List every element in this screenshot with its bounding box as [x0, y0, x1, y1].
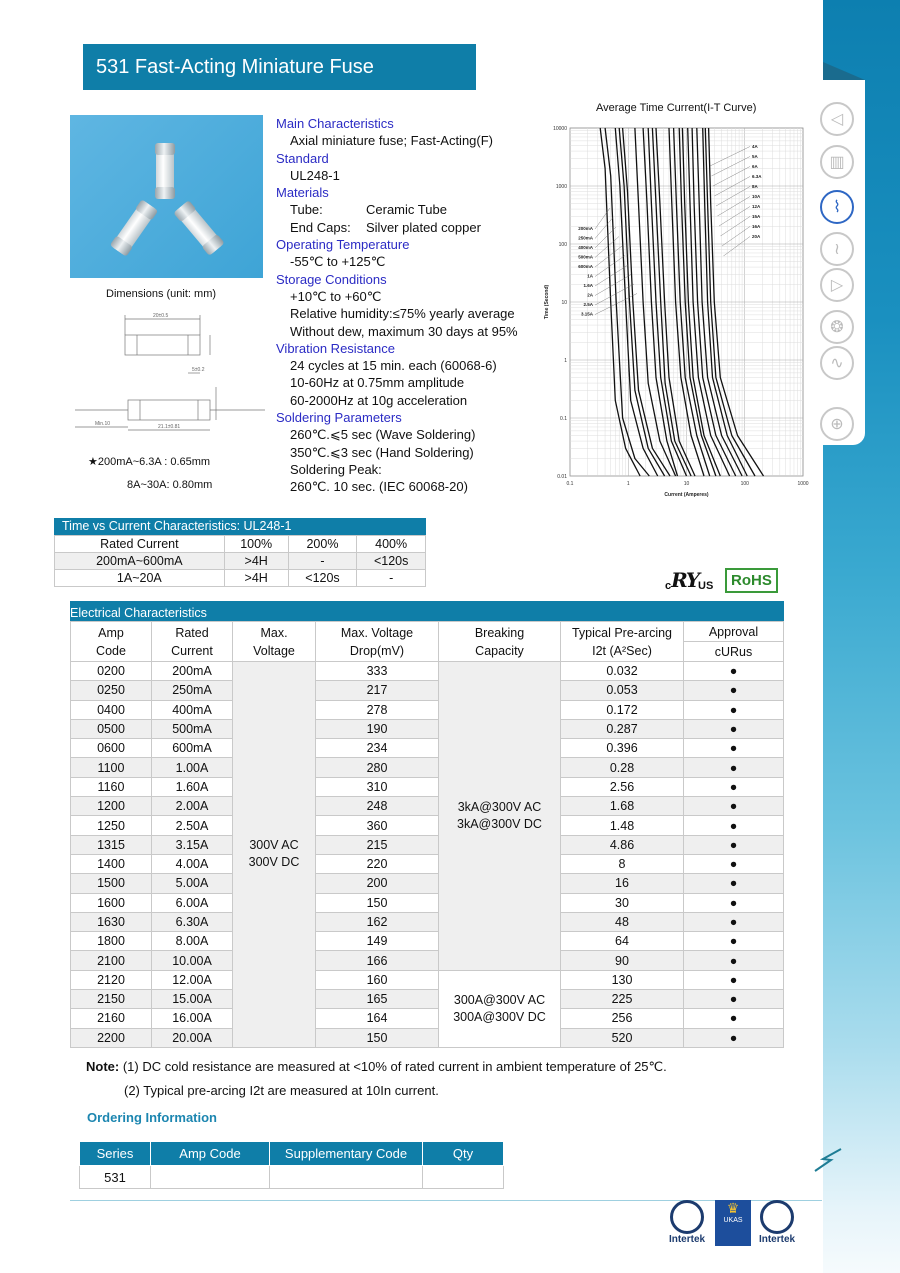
approval-cell: ●: [684, 854, 784, 873]
voltage-drop-cell: 220: [316, 854, 439, 873]
legend-label: 12A: [752, 204, 761, 209]
rated-current-cell: 2.00A: [152, 797, 233, 816]
bulb-icon[interactable]: ❂: [820, 310, 854, 344]
i2t-cell: 0.28: [561, 758, 684, 777]
spec-key: Tube:: [290, 202, 323, 218]
cul-us: US: [698, 580, 714, 592]
amp-code-cell: 0250: [71, 681, 152, 700]
i2t-cell: 520: [561, 1028, 684, 1047]
amp-code-cell: 1250: [71, 816, 152, 835]
legend-label: 200mA: [578, 226, 593, 231]
rated-current-cell: 1.60A: [152, 777, 233, 796]
approval-cell: ●: [684, 835, 784, 854]
resistor-icon[interactable]: ≀: [820, 232, 854, 266]
electrical-row: [71, 1009, 784, 1028]
ukas-label: UKAS: [723, 1217, 743, 1224]
globe-icon: [760, 1200, 794, 1234]
legend-label: 16A: [752, 224, 761, 229]
voltage-drop-cell: 162: [316, 912, 439, 931]
legend-label: 20A: [752, 234, 761, 239]
approval-cell: ●: [684, 893, 784, 912]
lead-note-b: 8A~30A: 0.80mm: [127, 479, 213, 491]
electrical-row: [71, 893, 784, 912]
x-tick-label: 1: [626, 481, 630, 487]
approval-cell: ●: [684, 990, 784, 1009]
voltage-drop-cell: 333: [316, 662, 439, 681]
spec-heading: Soldering Parameters: [276, 410, 402, 426]
fuse-image: [111, 200, 158, 256]
y-tick-label: 0.01: [557, 474, 567, 480]
amp-code-cell: 1315: [71, 835, 152, 854]
spec-line: Axial miniature fuse; Fast-Acting(F): [290, 133, 494, 149]
approval-cell: ●: [684, 1028, 784, 1047]
spec-line: Soldering Peak:: [290, 461, 382, 477]
lightning-icon: [805, 1145, 845, 1175]
col-approval: Approval: [684, 622, 784, 642]
col-rated-current: Rated Current: [152, 622, 233, 662]
col-voltage-drop: Max. Voltage Drop(mV): [316, 622, 439, 662]
tvc-header: Rated Current: [55, 536, 225, 553]
amp-code-cell: 2150: [71, 990, 152, 1009]
voltage-drop-cell: 200: [316, 874, 439, 893]
i2t-cell: 30: [561, 893, 684, 912]
tvc-cell: 200mA~600mA: [55, 553, 225, 570]
spec-key: End Caps:: [290, 219, 351, 235]
approval-cell: ●: [684, 970, 784, 989]
dim-cap: 5±0.2: [192, 367, 205, 373]
rated-current-cell: 4.00A: [152, 854, 233, 873]
note-1: [86, 1059, 667, 1075]
spec-line: 60-2000Hz at 10g acceleration: [290, 392, 468, 408]
ordering-title: Ordering Information: [87, 1110, 217, 1125]
voltage-drop-cell: 160: [316, 970, 439, 989]
spec-heading: Materials: [276, 185, 329, 201]
amp-code-cell: 2200: [71, 1028, 152, 1047]
rated-current-cell: 16.00A: [152, 1009, 233, 1028]
rated-current-cell: 5.00A: [152, 874, 233, 893]
fuse-image: [156, 143, 174, 199]
amp-code-cell: 1600: [71, 893, 152, 912]
amp-code-cell: 1800: [71, 932, 152, 951]
amp-code-cell: 0500: [71, 719, 152, 738]
amp-code-cell: 2100: [71, 951, 152, 970]
rated-current-cell: 12.00A: [152, 970, 233, 989]
lead-note-a: ★200mA~6.3A : 0.65mm: [88, 456, 211, 468]
spec-heading: Storage Conditions: [276, 271, 387, 287]
spec-line: Relative humidity:≤75% yearly average: [290, 306, 515, 322]
legend-label: 1.6A: [583, 283, 593, 288]
rated-current-cell: 6.00A: [152, 893, 233, 912]
legend-label: 2.5A: [583, 302, 593, 307]
approval-cell: ●: [684, 777, 784, 796]
voltage-drop-cell: 248: [316, 797, 439, 816]
electrical-title: Electrical Characteristics: [70, 601, 784, 621]
i2t-cell: 1.48: [561, 816, 684, 835]
legend-label: 6A: [752, 164, 758, 169]
dimension-drawing: [70, 305, 270, 435]
spec-heading: Standard: [276, 150, 329, 166]
electrical-header-row: [71, 622, 784, 642]
approval-cell: ●: [684, 874, 784, 893]
electrical-row: [71, 758, 784, 777]
approval-cell: ●: [684, 951, 784, 970]
y-tick-label: 10000: [553, 126, 567, 132]
voltage-drop-cell: 278: [316, 700, 439, 719]
footer-divider: [70, 1200, 822, 1201]
legend-label: 15A: [752, 214, 761, 219]
i2t-cell: 4.86: [561, 835, 684, 854]
legend-label: 8A: [752, 184, 758, 189]
electrical-row: [71, 835, 784, 854]
ordering-header-row: [80, 1142, 504, 1166]
product-photo: [70, 115, 263, 278]
rated-current-cell: 600mA: [152, 739, 233, 758]
side-fold: [823, 62, 865, 80]
tvc-cell: >4H: [224, 553, 288, 570]
i2t-cell: 2.56: [561, 777, 684, 796]
electrical-row: [71, 700, 784, 719]
electrical-row: [71, 912, 784, 931]
electrical-row: [71, 854, 784, 873]
tvc-cell: >4H: [224, 570, 288, 587]
legend-label: 1A: [587, 273, 593, 279]
voltage-drop-cell: 150: [316, 893, 439, 912]
legend-label: 600mA: [578, 264, 593, 269]
globe-icon[interactable]: ⊕: [820, 407, 854, 441]
spec-heading: Vibration Resistance: [276, 340, 395, 356]
x-tick-label: 0.1: [566, 481, 574, 487]
i2t-cell: 8: [561, 854, 684, 873]
electrical-table: [70, 621, 784, 1048]
voltage-drop-cell: 360: [316, 816, 439, 835]
voltage-drop-cell: 149: [316, 932, 439, 951]
dimensions-title: Dimensions (unit: mm): [106, 288, 217, 300]
paper-plane-icon[interactable]: ◁: [820, 102, 854, 136]
ordering-header: Series: [80, 1142, 151, 1166]
spec-line: 260℃. 10 sec. (IEC 60068-20): [290, 479, 468, 495]
spec-pair: [276, 219, 536, 236]
rated-current-cell: 20.00A: [152, 1028, 233, 1047]
i2t-cell: 0.172: [561, 700, 684, 719]
y-tick-label: 0.1: [560, 416, 567, 422]
book-icon[interactable]: ▥: [820, 145, 854, 179]
intertek-logo: [755, 1200, 799, 1245]
curus-logo: [665, 568, 713, 592]
ordering-header: Qty: [423, 1142, 504, 1166]
y-tick-label: 10: [561, 300, 567, 306]
approval-cell: ●: [684, 1009, 784, 1028]
voltage-drop-cell: 150: [316, 1028, 439, 1047]
voltage-drop-cell: 234: [316, 739, 439, 758]
electrical-row: [71, 719, 784, 738]
spec-value: Silver plated copper: [366, 219, 481, 235]
tvc-cell: 1A~20A: [55, 570, 225, 587]
dim-body: 21.1±0.81: [158, 424, 181, 430]
ordering-qty: [423, 1166, 504, 1189]
max-voltage-cell: 300V AC 300V DC: [233, 662, 316, 1048]
y-axis-label: Time (Second): [544, 284, 550, 320]
ordering-header: Supplementary Code: [270, 1142, 423, 1166]
approval-cell: ●: [684, 719, 784, 738]
spec-value: Ceramic Tube: [366, 202, 447, 218]
i2t-cell: 48: [561, 912, 684, 931]
approval-cell: ●: [684, 739, 784, 758]
electrical-row: [71, 739, 784, 758]
dim-min-lead: Min.10: [95, 421, 111, 427]
legend-label: 4A: [752, 144, 758, 149]
col-i2t: Typical Pre-arcing I2t (A²Sec): [561, 622, 684, 662]
rated-current-cell: 2.50A: [152, 816, 233, 835]
electrical-row: [71, 816, 784, 835]
col-max-voltage: Max. Voltage: [233, 622, 316, 662]
y-tick-label: 1000: [555, 184, 567, 190]
tvc-header: 200%: [288, 536, 357, 553]
spec-heading: Operating Temperature: [276, 237, 410, 253]
tvc-header-row: [55, 536, 426, 553]
electrical-row: [71, 874, 784, 893]
voltage-drop-cell: 164: [316, 1009, 439, 1028]
spec-line: +10℃ to +60℃: [290, 288, 382, 304]
legend-label: 5A: [752, 154, 758, 159]
tvc-row: [55, 570, 426, 587]
tvc-cell: <120s: [288, 570, 357, 587]
i2t-cell: 16: [561, 874, 684, 893]
rated-current-cell: 8.00A: [152, 932, 233, 951]
electrical-body: [71, 662, 784, 1048]
y-tick-label: 100: [558, 242, 567, 248]
voltage-drop-cell: 166: [316, 951, 439, 970]
x-tick-label: 1000: [797, 481, 809, 487]
spec-line: 260℃.⩽5 sec (Wave Soldering): [290, 427, 476, 443]
i2t-cell: 64: [561, 932, 684, 951]
breaking-capacity-cell: 3kA@300V AC 3kA@300V DC: [439, 662, 561, 971]
dim-length: 20±0.5: [153, 313, 169, 319]
col-breaking-capacity: Breaking Capacity: [439, 622, 561, 662]
specifications: [276, 115, 536, 496]
chart-title: Average Time Current(I-T Curve): [596, 102, 757, 114]
approval-cell: ●: [684, 662, 784, 681]
rated-current-cell: 500mA: [152, 719, 233, 738]
legend-label: 10A: [752, 194, 761, 199]
rated-current-cell: 200mA: [152, 662, 233, 681]
approval-cell: ●: [684, 758, 784, 777]
breaking-capacity-cell: 300A@300V AC 300A@300V DC: [439, 970, 561, 1047]
voltage-drop-cell: 310: [316, 777, 439, 796]
approval-cell: ●: [684, 681, 784, 700]
spec-heading: Main Characteristics: [276, 116, 394, 131]
ordering-amp-code: [151, 1166, 270, 1189]
voltage-drop-cell: 280: [316, 758, 439, 777]
electrical-row: [71, 970, 784, 989]
tvc-title: Time vs Current Characteristics: UL248-1: [54, 518, 426, 535]
i2t-cell: 1.68: [561, 797, 684, 816]
i2t-cell: 0.396: [561, 739, 684, 758]
electrical-row: [71, 681, 784, 700]
spec-line: 350℃.⩽3 sec (Hand Soldering): [290, 444, 474, 460]
spec-pair: [276, 201, 536, 218]
legend-label: 2A: [587, 292, 593, 298]
electrical-row: [71, 662, 784, 681]
i2t-cell: 90: [561, 951, 684, 970]
note-1-text: (1) DC cold resistance are measured at <10% of rated current in ambient temperature of 25℃.: [122, 1059, 667, 1074]
intertek-label: Intertek: [668, 1234, 706, 1245]
legend-label: 250mA: [578, 235, 593, 241]
i2t-cell: 0.287: [561, 719, 684, 738]
tvc-table: [54, 535, 426, 587]
approval-cell: ●: [684, 797, 784, 816]
fuse-image: [174, 201, 224, 255]
rated-current-cell: 250mA: [152, 681, 233, 700]
legend-label: 3.15A: [580, 311, 593, 317]
amp-code-cell: 1100: [71, 758, 152, 777]
ordering-supplementary-code: [270, 1166, 423, 1189]
voltage-drop-cell: 165: [316, 990, 439, 1009]
intertek-logo: [665, 1200, 709, 1245]
approval-cell: ●: [684, 932, 784, 951]
amp-code-cell: 2160: [71, 1009, 152, 1028]
electrical-row: [71, 990, 784, 1009]
amp-code-cell: 1630: [71, 912, 152, 931]
tvc-cell: <120s: [357, 553, 426, 570]
rated-current-cell: 1.00A: [152, 758, 233, 777]
ordering-series: 531: [80, 1166, 151, 1189]
rated-current-cell: 3.15A: [152, 835, 233, 854]
it-curve-chart: [540, 118, 815, 508]
x-tick-label: 10: [683, 481, 690, 487]
amp-code-cell: 1160: [71, 777, 152, 796]
col-amp-code: Amp Code: [71, 622, 152, 662]
voltage-drop-cell: 190: [316, 719, 439, 738]
x-axis-label: Current (Amperes): [664, 492, 709, 498]
voltage-drop-cell: 217: [316, 681, 439, 700]
tvc-cell: -: [288, 553, 357, 570]
tvc-cell: -: [357, 570, 426, 587]
col-curus: cURus: [684, 642, 784, 662]
coil-icon[interactable]: ∿: [820, 346, 854, 380]
note-2: (2) Typical pre-arcing I2t are measured at 10In current.: [124, 1083, 439, 1098]
i2t-cell: 256: [561, 1009, 684, 1028]
amp-code-cell: 0400: [71, 700, 152, 719]
ukas-logo: [715, 1200, 751, 1246]
amp-code-cell: 0200: [71, 662, 152, 681]
spec-line: Without dew, maximum 30 days at 95%: [290, 323, 518, 339]
ordering-table: [79, 1141, 504, 1189]
tvc-row: [55, 553, 426, 570]
fuse-icon[interactable]: ⌇: [820, 190, 854, 224]
rohs-badge: RoHS: [725, 568, 778, 593]
electrical-row: [71, 951, 784, 970]
electrical-row: [71, 932, 784, 951]
legend-label: 6.3A: [752, 174, 762, 179]
i2t-cell: 130: [561, 970, 684, 989]
voltage-drop-cell: 215: [316, 835, 439, 854]
amp-code-cell: 1400: [71, 854, 152, 873]
amp-code-cell: 0600: [71, 739, 152, 758]
globe-icon: [670, 1200, 704, 1234]
spec-line: -55℃ to +125℃: [290, 254, 386, 270]
crown-icon: ♛: [726, 1200, 740, 1216]
approval-cell: ●: [684, 816, 784, 835]
arrow-right-icon[interactable]: ▷: [820, 268, 854, 302]
spec-line: 24 cycles at 15 min. each (60068-6): [290, 358, 497, 374]
amp-code-cell: 1500: [71, 874, 152, 893]
electrical-row: [71, 1028, 784, 1047]
y-tick-label: 1: [564, 358, 567, 364]
spec-line: UL248-1: [290, 167, 340, 183]
intertek-label: Intertek: [758, 1234, 796, 1245]
tvc-header: 100%: [224, 536, 288, 553]
i2t-cell: 0.032: [561, 662, 684, 681]
approval-cell: ●: [684, 700, 784, 719]
i2t-cell: 0.053: [561, 681, 684, 700]
legend-label: 400mA: [578, 245, 593, 250]
legend-label: 500mA: [578, 254, 593, 260]
approval-cell: ●: [684, 912, 784, 931]
rated-current-cell: 6.30A: [152, 912, 233, 931]
ordering-row: [80, 1166, 504, 1189]
tvc-header: 400%: [357, 536, 426, 553]
i2t-cell: 225: [561, 990, 684, 1009]
cul-mark: RΥ: [671, 568, 699, 592]
cul-c: c: [665, 580, 672, 592]
note-label: Note:: [86, 1059, 120, 1074]
x-tick-label: 100: [740, 481, 749, 487]
ordering-header: Amp Code: [151, 1142, 270, 1166]
rated-current-cell: 400mA: [152, 700, 233, 719]
amp-code-cell: 1200: [71, 797, 152, 816]
electrical-row: [71, 797, 784, 816]
amp-code-cell: 2120: [71, 970, 152, 989]
rated-current-cell: 15.00A: [152, 990, 233, 1009]
spec-line: 10-60Hz at 0.75mm amplitude: [290, 375, 465, 391]
electrical-row: [71, 777, 784, 796]
rated-current-cell: 10.00A: [152, 951, 233, 970]
page-title: 531 Fast-Acting Miniature Fuse: [83, 44, 476, 90]
